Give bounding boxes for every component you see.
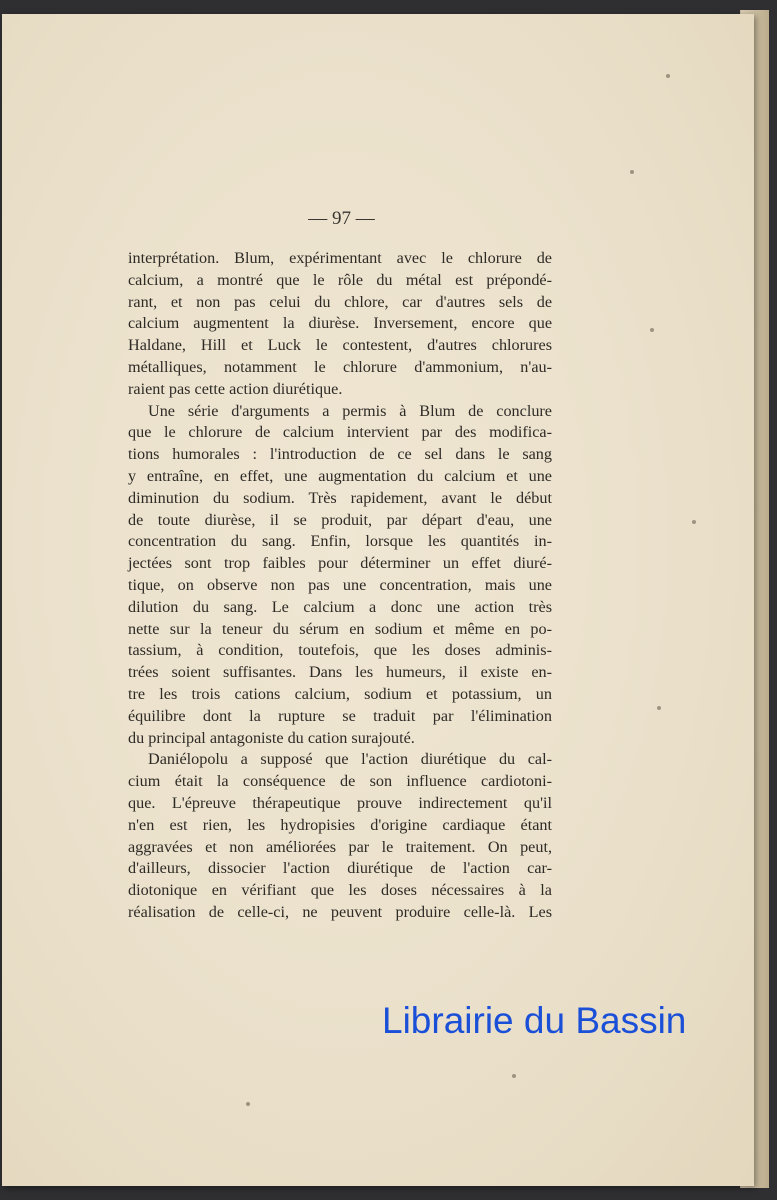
body-text [128, 248, 552, 924]
text-line: aggravées et non améliorées par le traitement. On peut, [128, 837, 552, 856]
text-line: calcium augmentent la diurèse. Inversement, encore que [128, 314, 552, 333]
text-line: interprétation. Blum, expérimentant avec le chlorure de [128, 249, 552, 267]
text-line: concentration du sang. Enfin, lorsque les quantités in- [128, 532, 552, 551]
paper-speck [692, 520, 696, 524]
text-line: y entraîne, en effet, une augmentation du calcium et une [128, 466, 552, 485]
text-line: que le chlorure de calcium intervient par des modifica- [128, 423, 552, 442]
paper-speck [630, 170, 634, 174]
paper-speck [512, 1074, 516, 1078]
paragraph-3 [128, 749, 552, 923]
paper-speck [666, 74, 670, 78]
paragraph-1 [128, 248, 552, 401]
text-line: diminution du sodium. Très rapidement, avant le début [128, 488, 552, 507]
text-line: n'en est rien, les hydropisies d'origine cardiaque étant [128, 815, 552, 834]
text-line: jectées sont trop faibles pour déterminer un effet diuré- [128, 554, 552, 573]
text-line: raient pas cette action diurétique. [128, 379, 343, 398]
paper-speck [657, 706, 661, 710]
text-line: trées soient suffisantes. Dans les humeurs, il existe en- [128, 663, 552, 682]
text-line: diotonique en vérifiant que les doses nécessaires à la [128, 881, 552, 900]
text-line: métalliques, notamment le chlorure d'ammonium, n'au- [128, 357, 552, 376]
text-line: cium était la conséquence de son influence cardiotoni- [128, 772, 552, 791]
text-line: tions humorales : l'introduction de ce sel dans le sang [128, 445, 552, 464]
text-line: calcium, a montré que le rôle du métal est prépondé- [128, 270, 552, 289]
page-number: — 97 — [308, 208, 375, 229]
text-line: tique, on observe non pas une concentration, mais une [128, 575, 552, 594]
text-line: rant, et non pas celui du chlore, car d'autres sels de [128, 292, 552, 311]
text-line: du principal antagoniste du cation surajouté. [128, 728, 415, 747]
paragraph-2 [128, 401, 552, 750]
text-line: Daniélopolu a supposé que l'action diurétique du cal- [148, 750, 552, 769]
text-line: Haldane, Hill et Luck le contestent, d'autres chlorures [128, 336, 552, 355]
paper-speck [246, 1102, 250, 1106]
text-line: dilution du sang. Le calcium a donc une action très [128, 597, 552, 616]
paper-speck [650, 328, 654, 332]
seller-watermark: Librairie du Bassin [382, 1000, 687, 1041]
text-line: réalisation de celle-ci, ne peuvent produire celle-là. Les [128, 902, 552, 921]
text-line: que. L'épreuve thérapeutique prouve indirectement qu'il [128, 793, 552, 812]
text-line: équilibre dont la rupture se traduit par l'élimination [128, 706, 552, 725]
text-line: de toute diurèse, il se produit, par départ d'eau, une [128, 510, 552, 529]
text-line: tassium, à condition, toutefois, que les doses adminis- [128, 641, 552, 660]
text-line: nette sur la teneur du sérum en sodium et même en po- [128, 619, 552, 638]
text-line: tre les trois cations calcium, sodium et potassium, un [128, 684, 552, 703]
text-line: d'ailleurs, dissocier l'action diurétique de l'action car- [128, 859, 552, 878]
text-line: Une série d'arguments a permis à Blum de conclure [148, 401, 552, 420]
